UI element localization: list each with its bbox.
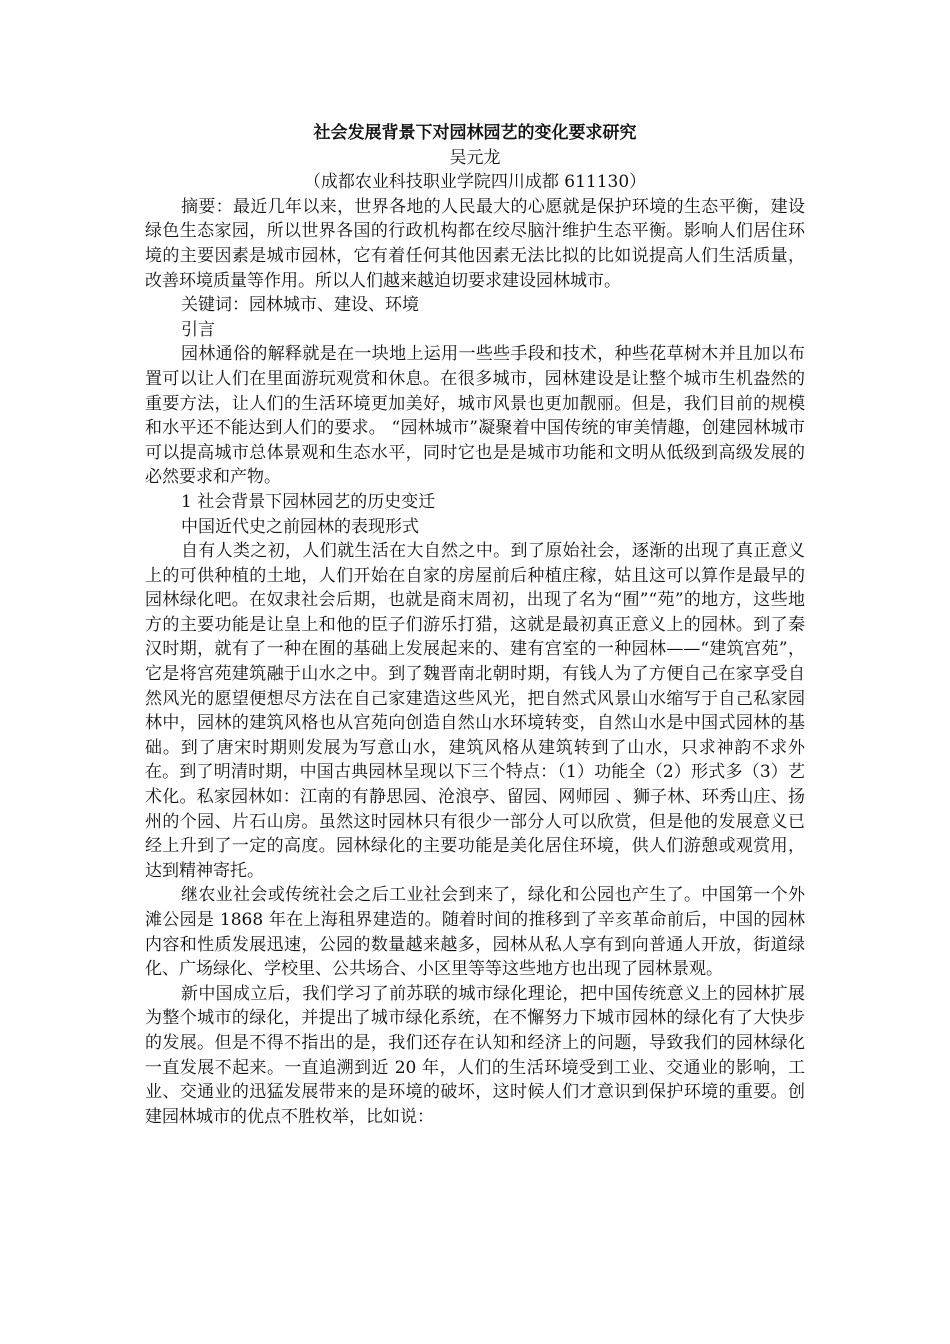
intro-paragraph: 园林通俗的解释就是在一块地上运用一些些手段和技术，种些花草树木并且加以布置可以让人们在里面游玩观赏和休息。在很多城市，园林建设是让整个城市生机盎然的重要方法，让人们的生活环境更加美好，城市风景也更加靓丽。但是，我们目前的规模和水平还不能达到人们的要求。 “园林城市”凝聚着中国传统的审美情趣，创建园林城市可以提高城市总体景观和生态水平，同时它也是是城市功能和文明从低级到高级发展的必然要求和产物。 bbox=[145, 344, 805, 488]
body-paragraph-new-china: 新中国成立后，我们学习了前苏联的城市绿化理论，把中国传统意义上的园林扩展为整个城市的绿化，并提出了城市绿化系统，在不懈努力下城市园林的绿化有了大快步的发展。但是不得不指出的是，我们还存在认知和经济上的问题，导致我们的园林绿化一直发展不起来。一直追溯到近 20 年，人们的生活环境受到工业、交通业的影响，工业、交通业的迅猛发展带来的是环境的破坏，这时候人们才意识到保护环境的重要。创建园林城市的优点不胜枚举，比如说： bbox=[145, 983, 805, 1127]
author-affiliation: （成都农业科技职业学院四川成都 611130） bbox=[303, 172, 647, 193]
keywords-line: 关键词：园林城市、建设、环境 bbox=[181, 295, 419, 316]
body-paragraph-industrial: 继农业社会或传统社会之后工业社会到来了，绿化和公园也产生了。中国第一个外滩公园是 1868 年在上海租界建造的。随着时间的推移到了辛亥革命前后，中国的园林内容和性质发展迅速，公园的数量越来越多，园林从私人享有到向普通人开放，街道绿化、广场绿化、学校里、公共场合、小区里等等这些地方也出现了园林景观。 bbox=[145, 885, 805, 980]
article-body bbox=[145, 121, 805, 1129]
section-heading: 1 社会背景下园林园艺的历史变迁 bbox=[181, 491, 436, 512]
body-paragraph-history: 自有人类之初，人们就生活在大自然之中。到了原始社会，逐渐的出现了真正意义上的可供种植的土地，人们开始在自家的房屋前后种植庄稼，姑且这可以算作是最早的园林绿化吧。在奴隶社会后期，也就是商末周初，出现了名为“囿”“苑”的地方，这些地方的主要功能是让皇上和他的臣子们游乐打猎，这就是最初真正意义上的园林。到了秦汉时期，就有了一种在囿的基础上发展起来的、建有宫室的一种园林——“建筑宫苑”，它是将宫苑建筑融于山水之中。到了魏晋南北朝时期，有钱人为了方便自己在家享受自然风光的愿望便想尽方法在自己家建造这些风光，把自然式风景山水缩写于自己私家园林中，园林的建筑风格也从宫苑向创造自然山水环境转变，自然山水是中国式园林的基础。到了唐宋时期则发展为写意山水，建筑风格从建筑转到了山水，只求神韵不求外在。到了明清时期，中国古典园林呈现以下三个特点：（1）功能全（2）形式多（3）艺术化。私家园林如：江南的有静思园、沧浪亭、留园、网师园 、狮子林、环秀山庄、扬州的个园、片石山房。虽然这时园林只有很少一部分人可以欣赏，但是他的发展意义已经上升到了一定的高度。园林绿化的主要功能是美化居住环境，供人们游憩或观赏用，达到精神寄托。 bbox=[145, 541, 805, 881]
article-title: 社会发展背景下对园林园艺的变化要求研究 bbox=[313, 123, 637, 143]
author-name: 吴元龙 bbox=[449, 147, 501, 168]
abstract-paragraph: 摘要：最近几年以来，世界各地的人民最大的心愿就是保护环境的生态平衡，建设绿色生态家园，所以世界各国的行政机构都在绞尽脑汁维护生态平衡。影响人们居住环境的主要因素是城市园林，它有着任何其他因素无法比拟的比如说提高人们生活质量，改善环境质量等作用。所以人们越来越迫切要求建设园林城市。 bbox=[145, 196, 805, 291]
intro-heading: 引言 bbox=[181, 319, 215, 340]
section-subheading: 中国近代史之前园林的表现形式 bbox=[181, 516, 419, 537]
